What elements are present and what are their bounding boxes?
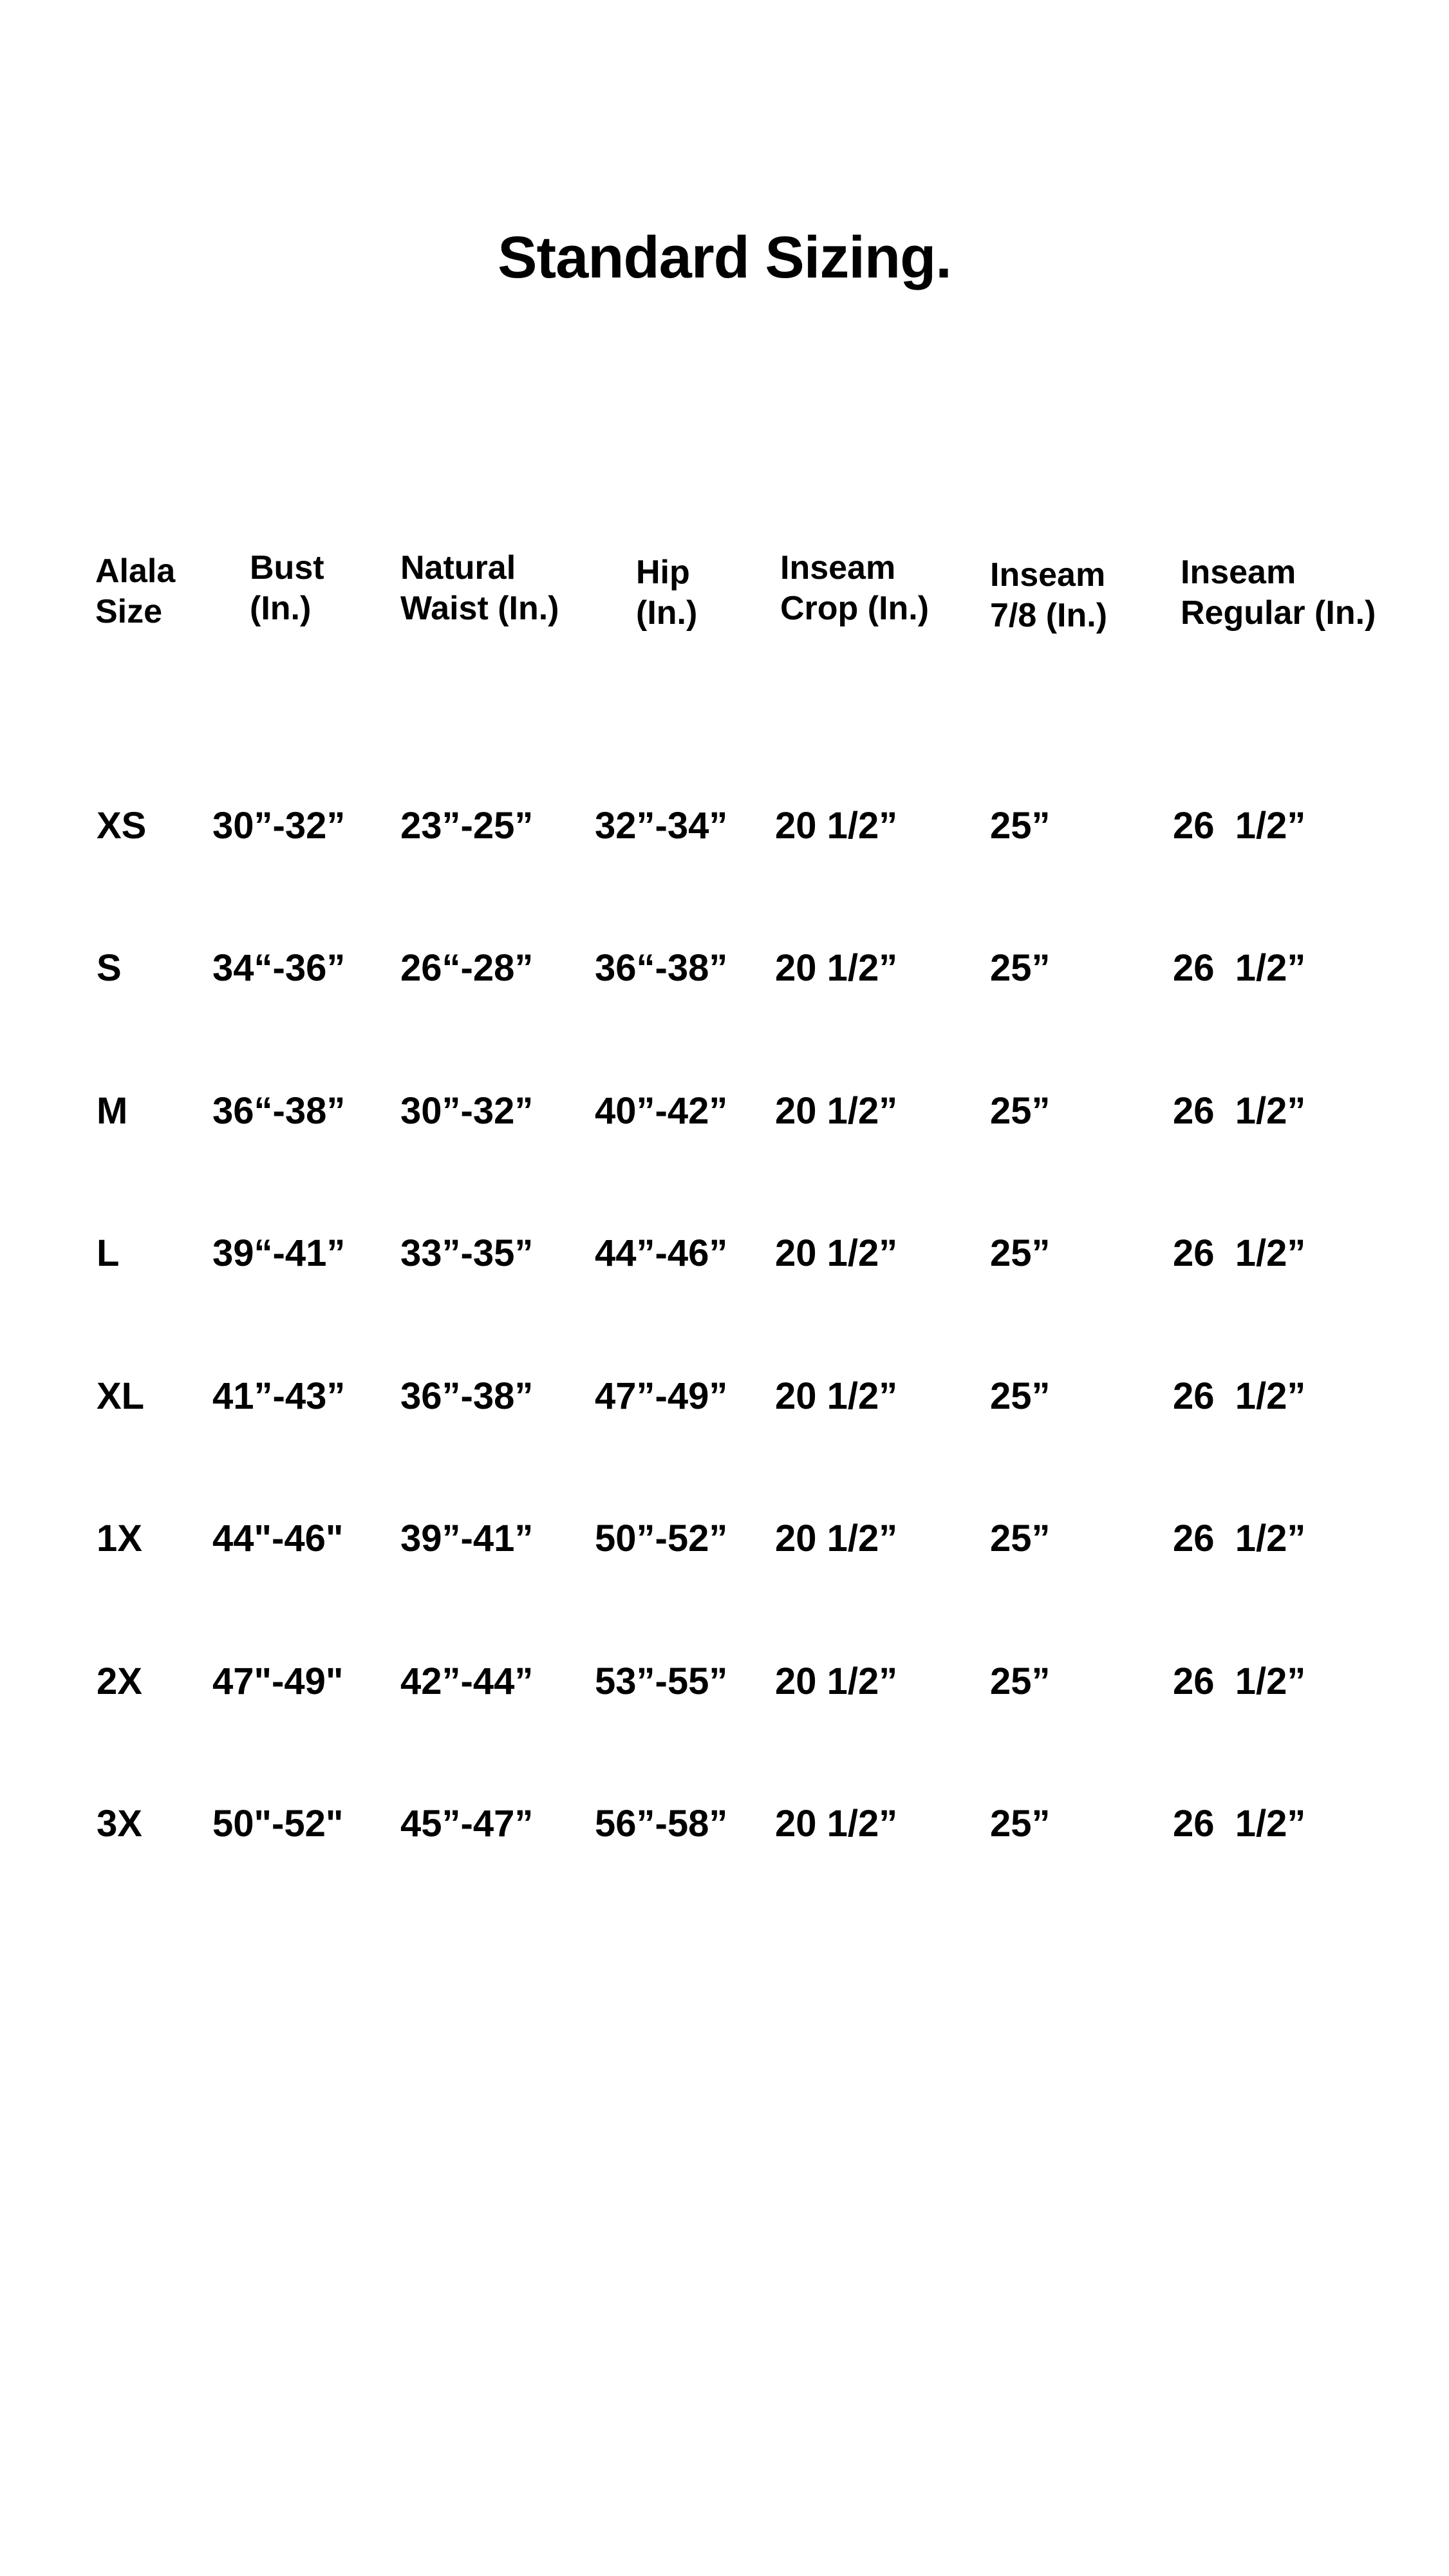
- table-cell-inseam-crop: 20 1/2”: [775, 1232, 898, 1274]
- table-cell-inseam-crop: 20 1/2”: [775, 1090, 898, 1132]
- table-cell-inseam-crop: 20 1/2”: [775, 947, 898, 989]
- table-cell-hip: 47”-49”: [595, 1375, 728, 1417]
- column-header-line: Inseam: [990, 556, 1106, 594]
- table-cell-natural-waist: 45”-47”: [400, 1803, 534, 1845]
- table-cell-inseam-7-8: 25”: [990, 1232, 1051, 1274]
- table-cell-inseam-7-8: 25”: [990, 1803, 1051, 1845]
- table-cell-bust: 36“-38”: [212, 1090, 346, 1132]
- table-cell-size: XL: [97, 1375, 145, 1417]
- table-cell-natural-waist: 30”-32”: [400, 1090, 534, 1132]
- table-cell-size: L: [97, 1232, 120, 1274]
- table-cell-inseam-regular: 26 1/2”: [1173, 805, 1306, 847]
- table-cell-hip: 40”-42”: [595, 1090, 728, 1132]
- column-header-inseam-regular: [1181, 552, 1376, 634]
- column-header-line: (In.): [636, 594, 698, 632]
- table-cell-inseam-7-8: 25”: [990, 1518, 1051, 1559]
- column-header-line: Regular (In.): [1181, 594, 1376, 632]
- table-cell-size: M: [97, 1090, 128, 1132]
- table-cell-size: 2X: [97, 1660, 142, 1702]
- table-cell-size: S: [97, 947, 122, 989]
- table-cell-natural-waist: 26“-28”: [400, 947, 534, 989]
- table-cell-inseam-crop: 20 1/2”: [775, 1375, 898, 1417]
- column-header-line: Inseam: [780, 549, 896, 587]
- column-header-line: Bust: [250, 549, 324, 587]
- table-cell-inseam-regular: 26 1/2”: [1173, 1090, 1306, 1132]
- table-cell-inseam-crop: 20 1/2”: [775, 805, 898, 847]
- column-header-line: Natural: [400, 549, 516, 587]
- table-cell-natural-waist: 23”-25”: [400, 805, 534, 847]
- column-header-size: [95, 551, 175, 632]
- table-cell-natural-waist: 39”-41”: [400, 1518, 534, 1559]
- table-cell-inseam-crop: 20 1/2”: [775, 1660, 898, 1702]
- table-cell-inseam-7-8: 25”: [990, 947, 1051, 989]
- table-cell-inseam-regular: 26 1/2”: [1173, 1518, 1306, 1559]
- column-header-line: Waist (In.): [400, 590, 559, 627]
- table-cell-hip: 50”-52”: [595, 1518, 728, 1559]
- table-cell-inseam-regular: 26 1/2”: [1173, 1803, 1306, 1845]
- table-cell-inseam-7-8: 25”: [990, 1375, 1051, 1417]
- table-cell-inseam-7-8: 25”: [990, 805, 1051, 847]
- table-cell-hip: 36“-38”: [595, 947, 728, 989]
- column-header-line: Size: [95, 593, 163, 630]
- column-header-line: Hip: [636, 554, 690, 591]
- table-cell-size: XS: [97, 805, 147, 847]
- column-header-line: (In.): [250, 590, 312, 627]
- table-cell-inseam-crop: 20 1/2”: [775, 1518, 898, 1559]
- table-cell-inseam-regular: 26 1/2”: [1173, 1660, 1306, 1702]
- table-cell-inseam-regular: 26 1/2”: [1173, 947, 1306, 989]
- table-cell-bust: 44"-46": [212, 1518, 344, 1559]
- table-cell-size: 3X: [97, 1803, 142, 1845]
- table-cell-bust: 39“-41”: [212, 1232, 346, 1274]
- table-cell-hip: 53”-55”: [595, 1660, 728, 1702]
- table-cell-hip: 44”-46”: [595, 1232, 728, 1274]
- column-header-line: Alala: [95, 552, 176, 590]
- page-title: Standard Sizing.: [498, 225, 951, 290]
- table-cell-inseam-crop: 20 1/2”: [775, 1803, 898, 1845]
- column-header-natural-waist: [400, 548, 559, 629]
- table-cell-bust: 34“-36”: [212, 947, 346, 989]
- table-cell-natural-waist: 42”-44”: [400, 1660, 534, 1702]
- column-header-inseam-crop: [780, 548, 929, 629]
- column-header-line: Inseam: [1181, 554, 1296, 591]
- table-cell-inseam-7-8: 25”: [990, 1660, 1051, 1702]
- column-header-line: Crop (In.): [780, 590, 930, 627]
- column-header-bust: [250, 548, 324, 629]
- column-header-line: 7/8 (In.): [990, 597, 1108, 634]
- table-cell-bust: 41”-43”: [212, 1375, 346, 1417]
- table-cell-hip: 56”-58”: [595, 1803, 728, 1845]
- table-cell-natural-waist: 33”-35”: [400, 1232, 534, 1274]
- table-cell-bust: 50"-52": [212, 1803, 344, 1845]
- table-cell-inseam-regular: 26 1/2”: [1173, 1375, 1306, 1417]
- table-cell-inseam-regular: 26 1/2”: [1173, 1232, 1306, 1274]
- table-cell-bust: 30”-32”: [212, 805, 346, 847]
- table-cell-size: 1X: [97, 1518, 142, 1559]
- column-header-inseam-7-8: [990, 555, 1107, 636]
- table-cell-natural-waist: 36”-38”: [400, 1375, 534, 1417]
- column-header-hip: [636, 552, 697, 634]
- table-cell-inseam-7-8: 25”: [990, 1090, 1051, 1132]
- table-cell-bust: 47"-49": [212, 1660, 344, 1702]
- table-cell-hip: 32”-34”: [595, 805, 728, 847]
